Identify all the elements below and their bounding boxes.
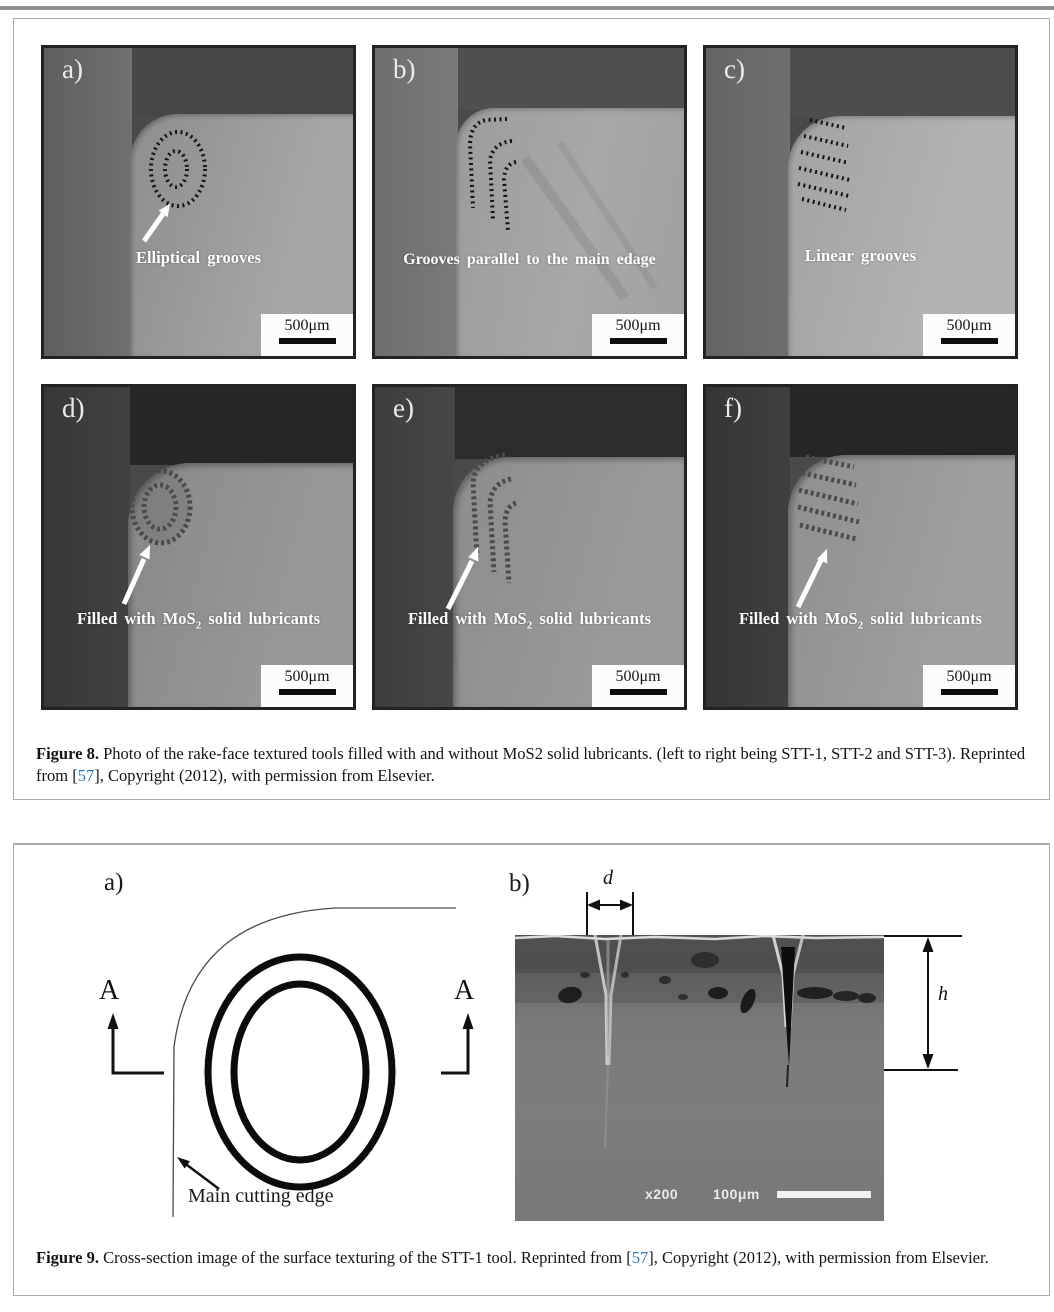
scale-bar: [941, 338, 998, 344]
sem-magnification-label: x200: [645, 1186, 679, 1202]
reference-57-link[interactable]: 57: [631, 1248, 649, 1267]
elliptical-grooves-marking: [44, 48, 353, 356]
scale-label: 500μm: [946, 317, 992, 334]
figure8-caption-label: Figure 8.: [36, 744, 99, 763]
panel-a-label: a): [104, 869, 124, 896]
scale-bar: [610, 338, 667, 344]
scale-label: 500μm: [615, 668, 661, 685]
main-cutting-edge-label: Main cutting edge: [188, 1185, 334, 1207]
panel-label: a): [62, 54, 83, 84]
micrograph-panel-d: [41, 384, 356, 710]
groove-annotation: Linear grooves: [804, 246, 917, 265]
micrograph-panel-b: [372, 45, 687, 359]
annotation-text: solid lubricants: [863, 609, 983, 628]
caption-text: Photo of the rake-face textured tools filled with and without MoS2 solid lubricants. (left to right being STT-1, STT-2 and STT-3). Reprinted from [: [36, 744, 1026, 785]
scale-bar: [941, 689, 998, 695]
scale-box: [592, 665, 684, 707]
sem-cross-section-image: [515, 935, 884, 1221]
micrograph-panel-f: [703, 384, 1018, 710]
groove-width-dimension-label: d: [603, 867, 613, 889]
scale-bar: [279, 338, 336, 344]
micrograph-panel-c: [703, 45, 1018, 359]
scale-box: [592, 314, 684, 356]
sem-scale-label: 100μm: [713, 1186, 760, 1202]
linear-grooves-marking: [706, 48, 1015, 356]
scale-label: 500μm: [946, 668, 992, 685]
caption-text: Cross-section image of the surface texturing of the STT-1 tool. Reprinted from [: [98, 1248, 632, 1267]
annotation-subscript: 2: [195, 619, 202, 632]
micrograph-panel-a: [41, 45, 356, 359]
figure8-caption: [36, 743, 1028, 786]
section-marker-letter-left: A: [99, 975, 120, 1006]
sem-image-detail: [515, 935, 884, 1221]
scale-label: 500μm: [284, 668, 330, 685]
panel-label: e): [393, 393, 414, 423]
filled-groove-annotation: [379, 609, 680, 631]
figure-9: [13, 843, 1050, 1296]
scale-label: 500μm: [615, 317, 661, 334]
panel-label: f): [724, 393, 742, 423]
scale-label: 500μm: [284, 317, 330, 334]
figure9-caption-label: Figure 9.: [36, 1248, 99, 1267]
panel-label: b): [393, 54, 416, 84]
annotation-text: solid lubricants: [201, 609, 321, 628]
annotation-text: solid lubricants: [532, 609, 652, 628]
annotation-text: Filled with MoS: [407, 609, 527, 628]
groove-annotation: Elliptical grooves: [135, 248, 262, 267]
filled-linear-grooves-marking: [706, 387, 1015, 707]
sem-scale-bar: [777, 1191, 871, 1198]
groove-annotation: Grooves parallel to the main edage: [403, 251, 656, 268]
caption-text: ], Copyright (2012), with permission from Elsevier.: [648, 1248, 989, 1267]
reference-57-link[interactable]: 57: [77, 765, 95, 785]
section-marker-letter-right: A: [454, 975, 475, 1006]
filled-elliptical-groove-marking: [44, 387, 353, 707]
groove-depth-dimension-label: h: [938, 983, 948, 1005]
scale-box: [923, 665, 1015, 707]
annotation-text: Filled with MoS: [738, 609, 858, 628]
scale-bar: [610, 689, 667, 695]
parallel-grooves-marking: [375, 48, 684, 356]
annotation-subscript: 2: [526, 619, 533, 632]
figure-8: [13, 18, 1050, 800]
caption-text: ], Copyright (2012), with permission from Elsevier.: [94, 765, 435, 785]
scale-box: [923, 314, 1015, 356]
scale-box: [261, 665, 353, 707]
panel-label: d): [62, 393, 85, 423]
annotation-text: Filled with MoS: [76, 609, 196, 628]
panel-label: c): [724, 54, 745, 84]
filled-groove-annotation: [710, 609, 1011, 631]
page-top-rule: [0, 6, 1054, 10]
annotation-subscript: 2: [857, 619, 864, 632]
scale-box: [261, 314, 353, 356]
filled-groove-annotation: [48, 609, 349, 631]
filled-parallel-grooves-marking: [375, 387, 684, 707]
micrograph-panel-e: [372, 384, 687, 710]
figure9-caption: [36, 1247, 1028, 1269]
scale-bar: [279, 689, 336, 695]
panel-b-label: b): [509, 870, 530, 897]
